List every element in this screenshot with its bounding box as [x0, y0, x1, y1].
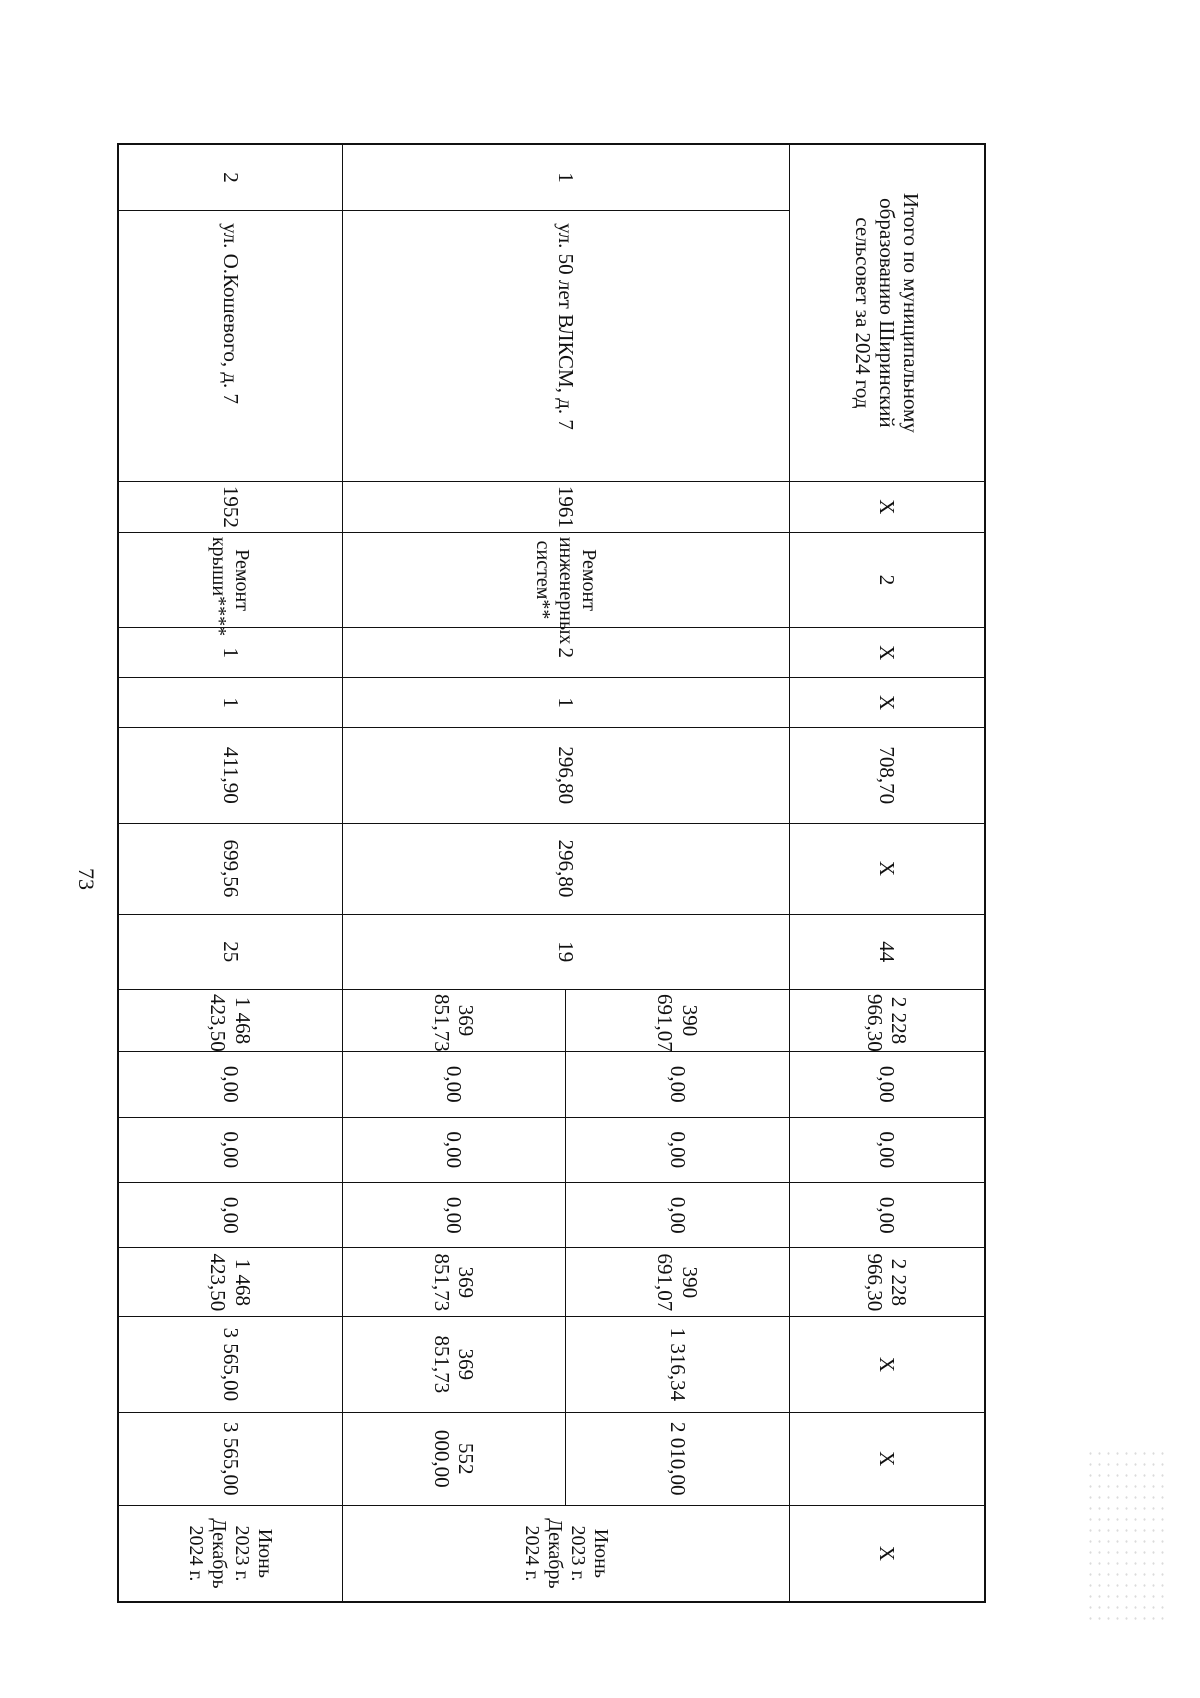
capital-repair-register-table: [117, 143, 986, 1603]
house-number-cell: 1: [343, 144, 790, 211]
house-cost-cell: 369 851,73: [343, 989, 566, 1051]
house-own-cost-cell: 369 851,73: [343, 1248, 566, 1317]
table-row-house-1a: [566, 144, 790, 1602]
house-area-cell: 411,90: [118, 728, 343, 823]
total-col4-cell: X: [790, 628, 986, 678]
total-own-cost-cell: 2 228 966,30: [790, 1248, 986, 1317]
total-cost-col11-cell: 0,00: [790, 1117, 986, 1182]
house-period-cell: Июнь 2023 г. Декабрь 2024 г.: [118, 1505, 343, 1602]
house-limit-cost-cell: 3 565,00: [118, 1412, 343, 1505]
total-residents-cell: 44: [790, 914, 986, 989]
total-cost-cell: 2 228 966,30: [790, 989, 986, 1051]
total-limit-cost-cell: X: [790, 1412, 986, 1505]
house-address-cell: ул. О.Кошевого, д. 7: [118, 211, 343, 482]
house-residents-cell: 25: [118, 914, 343, 989]
house-residents-cell: 19: [343, 914, 790, 989]
total-area-cell: 708,70: [790, 728, 986, 823]
house-area-cell: 296,80: [343, 728, 790, 823]
total-unit-cost-cell: X: [790, 1317, 986, 1412]
house-col5-cell: 1: [343, 678, 790, 728]
house-limit-cost-cell: 2 010,00: [566, 1412, 790, 1505]
house-cost-cell: 390 691,07: [566, 989, 790, 1051]
house-unit-cost-cell: 369 851,73: [343, 1317, 566, 1412]
house-cost-col12-cell: 0,00: [343, 1182, 566, 1247]
house-living-area-cell: 699,56: [118, 823, 343, 914]
register-table-wrapper: [124, 143, 986, 1603]
house-unit-cost-cell: 3 565,00: [118, 1317, 343, 1412]
total-period-cell: X: [790, 1505, 986, 1602]
house-col4-cell: 2: [343, 628, 790, 678]
total-cost-col12-cell: 0,00: [790, 1182, 986, 1247]
house-cost-col11-cell: 0,00: [566, 1117, 790, 1182]
table-row-total: [790, 144, 986, 1602]
house-living-area-cell: 296,80: [343, 823, 790, 914]
page-number: 73: [74, 868, 99, 890]
house-limit-cost-cell: 552 000,00: [343, 1412, 566, 1505]
house-unit-cost-cell: 1 316,34: [566, 1317, 790, 1412]
house-works-cell: Ремонт инженерных систем**: [343, 532, 790, 627]
house-cost-col10-cell: 0,00: [343, 1052, 566, 1117]
table-row-house-2: [118, 144, 343, 1602]
house-cost-col12-cell: 0,00: [118, 1182, 343, 1247]
house-cost-col11-cell: 0,00: [343, 1117, 566, 1182]
scan-speckle-artifact: [1086, 1448, 1166, 1628]
house-address-cell: ул. 50 лет ВЛКСМ, д. 7: [343, 211, 790, 482]
total-works-cell: 2: [790, 532, 986, 627]
total-col5-cell: X: [790, 678, 986, 728]
house-year-cell: 1952: [118, 481, 343, 532]
total-year-cell: X: [790, 481, 986, 532]
total-label-cell: Итого по муниципальному образованию Ширинский сельсовет за 2024 год: [790, 144, 986, 481]
house-cost-cell: 1 468 423,50: [118, 989, 343, 1051]
house-period-cell: Июнь 2023 г. Декабрь 2024 г.: [343, 1505, 790, 1602]
house-own-cost-cell: 1 468 423,50: [118, 1248, 343, 1317]
house-number-cell: 2: [118, 144, 343, 211]
total-cost-col10-cell: 0,00: [790, 1052, 986, 1117]
house-cost-col10-cell: 0,00: [118, 1052, 343, 1117]
house-cost-col10-cell: 0,00: [566, 1052, 790, 1117]
total-living-area-cell: X: [790, 823, 986, 914]
house-cost-col12-cell: 0,00: [566, 1182, 790, 1247]
house-works-cell: Ремонт крыши****: [118, 532, 343, 627]
house-year-cell: 1961: [343, 481, 790, 532]
house-col5-cell: 1: [118, 678, 343, 728]
house-col4-cell: 1: [118, 628, 343, 678]
house-own-cost-cell: 390 691,07: [566, 1248, 790, 1317]
house-cost-col11-cell: 0,00: [118, 1117, 343, 1182]
